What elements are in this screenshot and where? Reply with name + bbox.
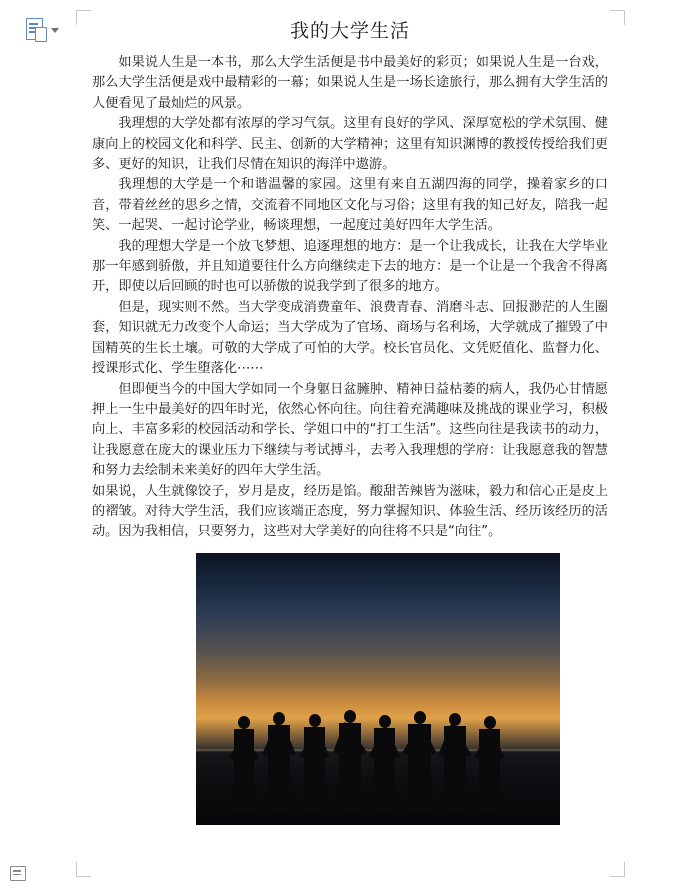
photo-figure <box>408 724 431 811</box>
sunset-silhouette-photo[interactable] <box>196 553 560 825</box>
margin-mark-bottom-left <box>76 862 91 877</box>
document-content <box>92 16 608 543</box>
paragraph-2: 我理想的大学处都有浓厚的学习气氛。这里有良好的学风、深厚宽松的学术氛围、健康向上的校园文化和科学、民主、创新的大学精神；这里有知识渊博的教授传授给我们更多、更好的知识，让我们尽情在知识的海洋中遨游。 <box>92 116 608 173</box>
paragraph-1: 如果说人生是一本书，那么大学生活便是书中最美好的彩页；如果说人生是一台戏，那么大学生活便是戏中最精彩的一幕；如果说人生是一场长途旅行，那么拥有大学生活的人便看见了最灿烂的风景。 <box>92 55 608 111</box>
margin-mark-top-left <box>76 10 91 25</box>
paragraph-7: 如果说，人生就像饺子，岁月是皮，经历是馅。酸甜苦辣皆为滋味，毅力和信心正是皮上的褶皱。对待大学生活，我们应该端正态度，努力掌握知识、体验生活、经历该经历的活动。因为我相信，只要努力，这些对大学美好的向往将不只是“向往”。 <box>92 483 608 540</box>
paragraph-5: 但是，现实则不然。当大学变成消费童年、浪费青春、消磨斗志、回报渺茫的人生圈套，知识就无力改变个人命运；当大学成为了官场、商场与名利场，大学就成了摧毁了中国精英的生长土壤。可敬的大学成了可怕的大学。校长官员化、文凭贬值化、监督力化、授课形式化、学生堕落化⋯⋯ <box>92 299 608 377</box>
document-small-icon-line <box>13 870 21 872</box>
photo-figure <box>234 729 254 811</box>
photo-figure-head <box>238 716 250 729</box>
photo-figure-head <box>484 716 496 729</box>
document-image-container[interactable] <box>196 553 560 825</box>
paragraph-6: 但即便当今的中国大学如同一个身躯日盆臃肿、精神日益枯萎的病人，我仍心甘情愿押上一生中最美好的四年时光，依然心怀向往。向往着充满趣味及挑战的课业学习，积极向上、丰富多彩的校园活动和学长、学姐口中的“打工生活”。这些向往是我读书的动力，让我愿意在庞大的课业压力下继续与考试搏斗，去考入我理想的学府：让我愿意我的智慧和努力去绘制未来美好的四年大学生活。 <box>92 381 608 479</box>
document-small-icon-line <box>13 874 21 876</box>
photo-figure <box>444 726 466 811</box>
photo-figure <box>339 723 361 811</box>
document-tool-widget[interactable] <box>26 18 59 42</box>
photo-figure-head <box>379 715 391 728</box>
paragraph-4: 我的理想大学是一个放飞梦想、追逐理想的地方：是一个让我成长，让我在大学毕业那一年感到骄傲，并且知道要往什么方向继续走下去的地方：是一个让是一个我舍不得离开，即使以后回顾的时也可以骄傲的说我学到了很多的地方。 <box>92 238 608 295</box>
photo-figure <box>374 728 395 811</box>
photo-figure <box>268 725 290 811</box>
chevron-down-icon[interactable] <box>51 28 59 33</box>
photo-sky <box>196 553 560 757</box>
margin-mark-top-right <box>610 10 625 25</box>
photo-figure <box>304 727 325 811</box>
document-icon-page-fold <box>35 27 47 42</box>
document-icon[interactable] <box>26 18 46 42</box>
paragraph-3: 我理想的大学是一个和谐温馨的家园。这里有来自五湖四海的同学，操着家乡的口音，带着丝丝的思乡之情，交流着不同地区文化与习俗；这里有我的知己好友，陪我一起笑、一起哭、一起讨论学业，畅谈理想，一起度过美好四年大学生活。 <box>92 177 608 234</box>
photo-figure-head <box>344 710 356 723</box>
document-small-icon[interactable] <box>10 866 26 882</box>
page-title: 我的大学生活 <box>289 20 410 42</box>
document-icon-line <box>29 23 38 25</box>
photo-figure <box>479 729 500 811</box>
photo-figure-head <box>414 711 426 724</box>
margin-mark-bottom-right <box>610 862 625 877</box>
